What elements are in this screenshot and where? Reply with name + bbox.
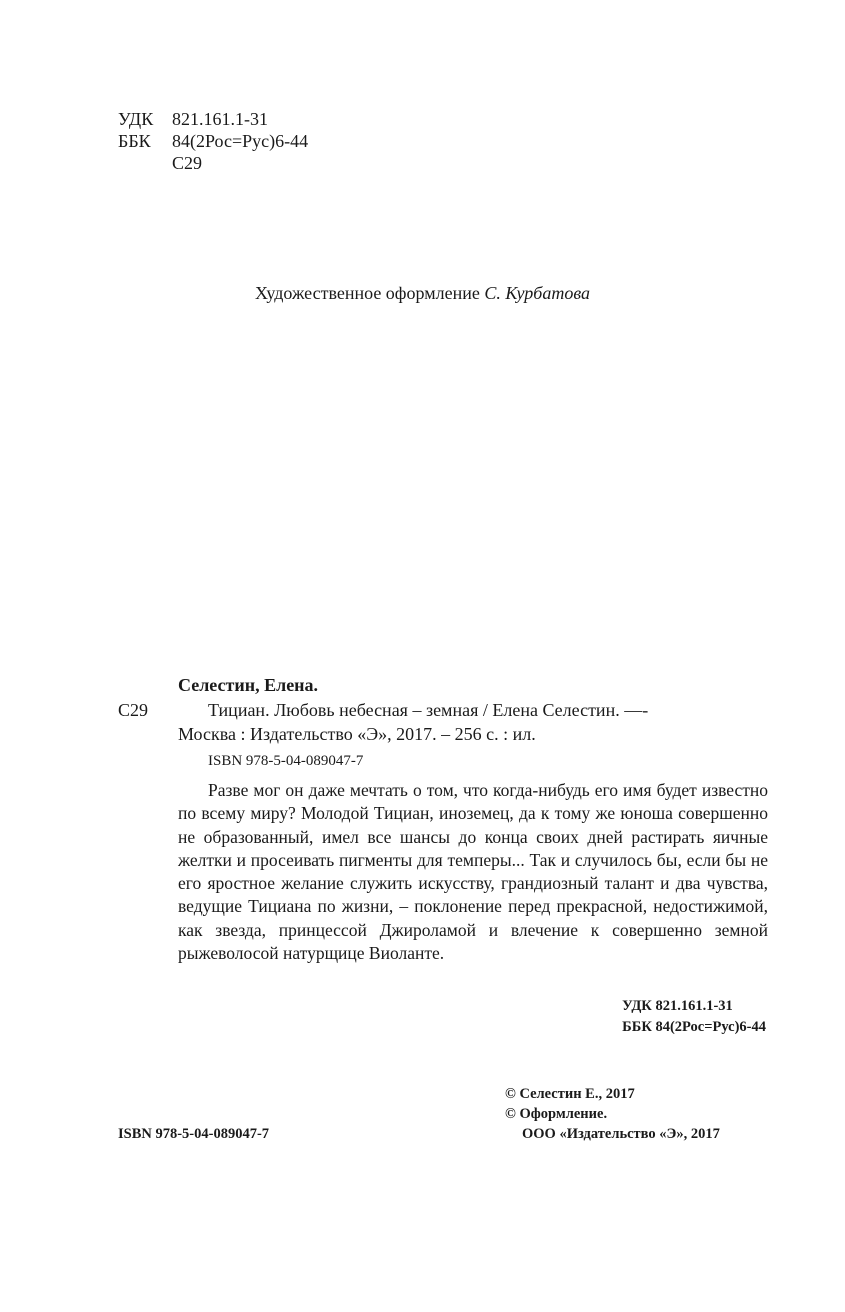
designer-name: С. Курбатова bbox=[484, 283, 591, 303]
annotation bbox=[178, 779, 768, 965]
entry-author: Селестин, Елена. bbox=[178, 675, 319, 695]
author-mark-row bbox=[0, 152, 400, 174]
isbn-bold: ISBN 978-5-04-089047-7 bbox=[118, 1126, 270, 1142]
design-credit-label: Художественное оформление bbox=[254, 283, 485, 303]
udk-label: УДК bbox=[118, 109, 154, 129]
bbk-label: ББК bbox=[118, 131, 151, 151]
entry-title-line2: Москва : Издательство «Э», 2017. – 256 с. : ил. bbox=[178, 724, 536, 744]
bold-codes bbox=[622, 996, 766, 1038]
bbk-row bbox=[0, 130, 400, 152]
entry-isbn: ISBN 978-5-04-089047-7 bbox=[208, 753, 364, 769]
copyright-author: © Селестин Е., 2017 bbox=[505, 1086, 635, 1102]
annotation-text: Разве мог он даже мечтать о том, что когда-нибудь его имя будет известно по всему миру? Молодой Тициан, иноземец, да к тому же юноша совершенно не образованный, имел все шансы до конца своих дней растирать яичные желтки и просеивать пигменты для темперы... Так и случилось бы, если бы не его яростное желание служить искусству, грандиозный талант и два чувства, ведущие Тициана по жизни, – поклонение перед прекрасной, недостижимой, как звезда, принцессой Джироламой и влечение к совершенно земной рыжеволосой натурщице Виоланте. bbox=[178, 780, 768, 964]
udk-value: 821.161.1-31 bbox=[172, 109, 268, 129]
copyright-design: © Оформление. bbox=[505, 1106, 608, 1122]
author-mark-value: С29 bbox=[172, 153, 203, 173]
bold-udk: УДК 821.161.1-31 bbox=[622, 998, 733, 1014]
bold-bbk: ББК 84(2Рос=Рус)6-44 bbox=[622, 1019, 766, 1035]
copyright-publisher: ООО «Издательство «Э», 2017 bbox=[522, 1126, 720, 1142]
entry-title-line1: Тициан. Любовь небесная – земная / Елена Селестин. —- bbox=[208, 700, 649, 720]
bbk-value: 84(2Рос=Рус)6-44 bbox=[172, 131, 309, 151]
copyright-block bbox=[505, 1084, 720, 1144]
design-credit bbox=[0, 283, 845, 304]
udk-row bbox=[0, 108, 400, 130]
entry-code: С29 bbox=[118, 700, 149, 720]
